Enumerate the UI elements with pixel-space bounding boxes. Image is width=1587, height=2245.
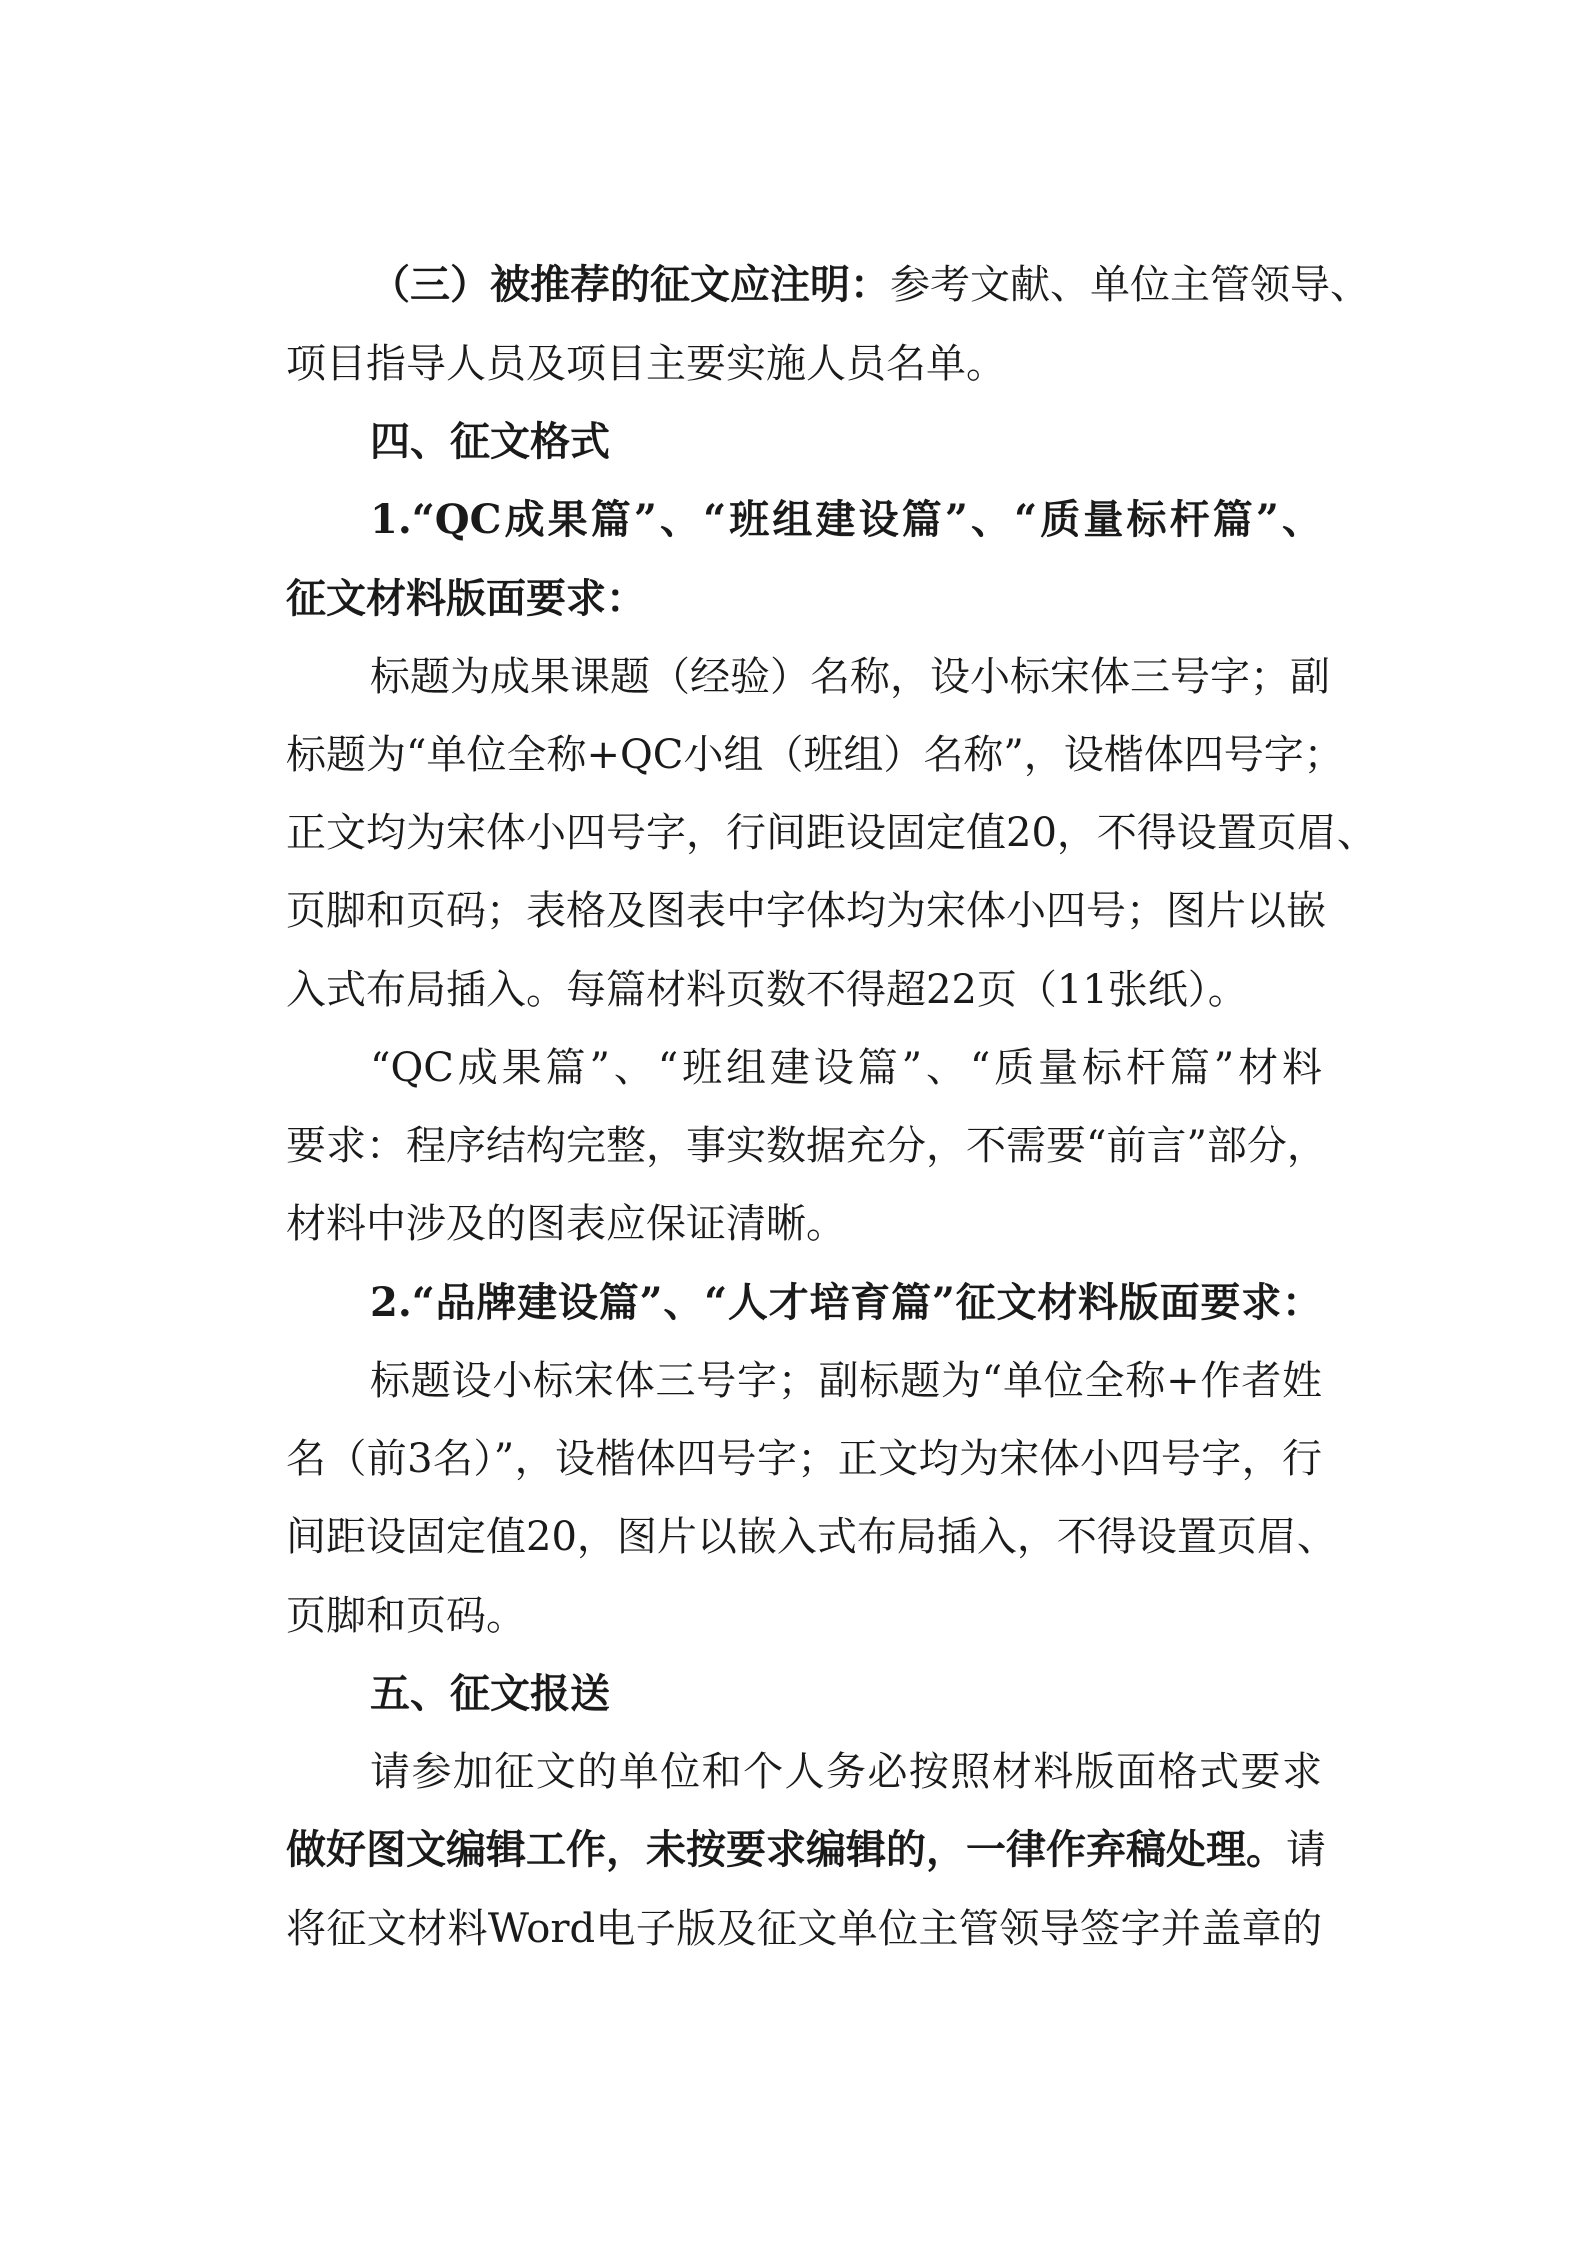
para5-line1: 请参加征文的单位和个人务必按照材料版面格式要求	[370, 1749, 1322, 1795]
para3-line1: “QC成果篇”、“班组建设篇”、“质量标杆篇”材料	[370, 1045, 1322, 1091]
para5-line3: 将征文材料Word电子版及征文单位主管领导签字并盖章的	[286, 1906, 1322, 1952]
para5-line2	[286, 1820, 1326, 1880]
para1-line1	[370, 255, 1370, 315]
para2-line1: 标题为成果课题（经验）名称，设小标宋体三号字；副	[370, 654, 1330, 700]
subheading-1-line1: 1.“QC成果篇”、“班组建设篇”、“质量标杆篇”、	[370, 496, 1322, 543]
para2-line4: 页脚和页码；表格及图表中字体均为宋体小四号；图片以嵌	[286, 888, 1326, 934]
para5-line2-bold: 做好图文编辑工作，未按要求编辑的，一律作弃稿处理。	[286, 1826, 1286, 1873]
heading-section-5: 五、征文报送	[370, 1670, 610, 1717]
heading-section-4: 四、征文格式	[370, 418, 610, 465]
para4-line1: 标题设小标宋体三号字；副标题为“单位全称+作者姓	[370, 1358, 1322, 1404]
para4-line2: 名（前3名）”，设楷体四号字；正文均为宋体小四号字，行	[286, 1436, 1322, 1482]
subheading-2: 2.“品牌建设篇”、“人才培育篇”征文材料版面要求：	[370, 1279, 1322, 1326]
subheading-1-line2: 征文材料版面要求：	[286, 575, 646, 622]
para4-line4: 页脚和页码。	[286, 1593, 526, 1639]
para2-line5: 入式布局插入。每篇材料页数不得超22页（11张纸）。	[286, 967, 1248, 1013]
para3-line3: 材料中涉及的图表应保证清晰。	[286, 1201, 846, 1247]
para5-line2-rest: 请	[1286, 1827, 1326, 1873]
para2-line3: 正文均为宋体小四号字，行间距设固定值20，不得设置页眉、	[286, 810, 1377, 856]
para2-line2: 标题为“单位全称+QC小组（班组）名称”，设楷体四号字；	[286, 732, 1344, 778]
para3-line2: 要求：程序结构完整，事实数据充分，不需要“前言”部分，	[286, 1123, 1327, 1169]
para1-line2: 项目指导人员及项目主要实施人员名单。	[286, 341, 1006, 387]
para1-lead-bold: （三）被推荐的征文应注明：	[370, 261, 890, 308]
para1-line1-rest: 参考文献、单位主管领导、	[890, 262, 1370, 308]
para4-line3: 间距设固定值20，图片以嵌入式布局插入，不得设置页眉、	[286, 1514, 1337, 1560]
